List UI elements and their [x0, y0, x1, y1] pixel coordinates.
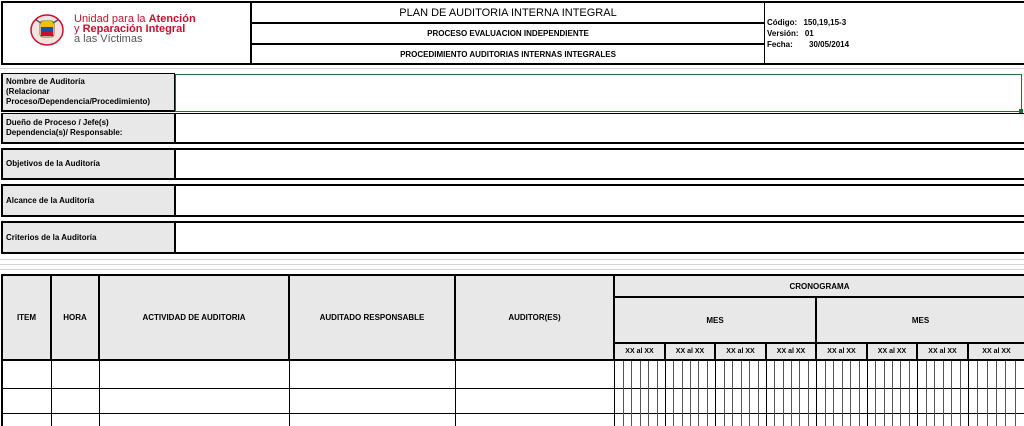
criterios-field[interactable]	[175, 221, 1024, 254]
coat-of-arms-icon	[30, 14, 64, 46]
mes-header-1: MES	[614, 297, 816, 343]
week-cell: XX al XX	[816, 343, 867, 361]
process-subtitle: PROCESO EVALUACION INDEPENDIENTE	[251, 23, 765, 44]
nombre-auditoria-label: Nombre de Auditoría (Relacionar Proceso/Dependencia/Procedimiento)	[1, 73, 175, 112]
auditado-header: AUDITADO RESPONSABLE	[289, 274, 455, 361]
table-row[interactable]	[1, 389, 1024, 414]
logo-line-2: y Reparación Integral	[74, 23, 186, 35]
logo-line-3: a las Víctimas	[74, 33, 143, 45]
dueno-proceso-label: Dueño de Proceso / Jefe(s) Dependencia(s)/ Responsable:	[1, 113, 175, 144]
week-cell: XX al XX	[614, 343, 665, 361]
week-cell: XX al XX	[766, 343, 816, 361]
criterios-label: Criterios de la Auditoría	[1, 221, 175, 254]
objetivos-label: Objetivos de la Auditoría	[1, 148, 175, 180]
week-cell: XX al XX	[665, 343, 715, 361]
alcance-field[interactable]	[175, 184, 1024, 217]
hora-header: HORA	[51, 274, 99, 361]
codigo-row: Código: 150,19,15-3	[767, 18, 847, 27]
week-cell: XX al XX	[968, 343, 1024, 361]
nombre-auditoria-field[interactable]	[175, 74, 1022, 112]
document-meta	[765, 1, 1024, 65]
version-row: Versión: 01	[767, 29, 814, 38]
item-header: ITEM	[1, 274, 51, 361]
table-row[interactable]	[1, 414, 1024, 426]
cronograma-header: CRONOGRAMA	[614, 274, 1024, 297]
actividad-header: ACTIVIDAD DE AUDITORIA	[99, 274, 289, 361]
auditores-header: AUDITOR(ES)	[455, 274, 614, 361]
mes-header-2: MES	[816, 297, 1024, 343]
week-cell: XX al XX	[867, 343, 917, 361]
logo	[30, 14, 230, 50]
alcance-label: Alcance de la Auditoría	[1, 184, 175, 217]
logo-line-1: Unidad para la Atención	[74, 13, 196, 25]
dueno-proceso-field[interactable]	[175, 113, 1024, 144]
plan-title: PLAN DE AUDITORIA INTERNA INTEGRAL	[251, 1, 765, 23]
table-row[interactable]	[1, 361, 1024, 389]
objetivos-field[interactable]	[175, 148, 1024, 180]
procedure-subtitle: PROCEDIMIENTO AUDITORIAS INTERNAS INTEGRALES	[251, 44, 765, 65]
fecha-row: Fecha: 30/05/2014	[767, 40, 850, 49]
week-cell: XX al XX	[715, 343, 766, 361]
week-cell: XX al XX	[917, 343, 968, 361]
